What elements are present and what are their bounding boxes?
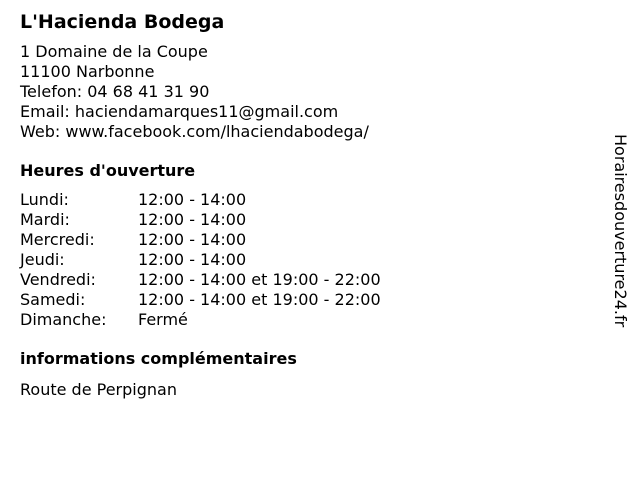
day-label: Samedi:: [20, 290, 86, 309]
email-text: Email: haciendamarques11@gmail.com: [20, 102, 339, 121]
time-value: 12:00 - 14:00 et 19:00 - 22:00: [138, 290, 381, 309]
hours-row-thursday: [20, 250, 600, 270]
time-value: 12:00 - 14:00: [138, 230, 247, 249]
time-value: 12:00 - 14:00: [138, 250, 247, 269]
phone-text: Telefon: 04 68 41 31 90: [20, 82, 210, 101]
hours-table: [20, 190, 600, 330]
hours-row-friday: [20, 270, 600, 290]
day-label: Mardi:: [20, 210, 70, 229]
day-label: Jeudi:: [20, 250, 65, 269]
contact-block: [20, 42, 600, 142]
info-text: Route de Perpignan: [20, 380, 177, 399]
time-value: 12:00 - 14:00: [138, 210, 247, 229]
info-heading: informations complémentaires: [20, 349, 297, 368]
hours-row-tuesday: [20, 210, 600, 230]
time-value: 12:00 - 14:00: [138, 190, 247, 209]
day-label: Mercredi:: [20, 230, 95, 249]
time-value: Fermé: [138, 310, 188, 329]
hours-heading: Heures d'ouverture: [20, 161, 196, 180]
address-street: 1 Domaine de la Coupe: [20, 42, 208, 61]
web-text: Web: www.facebook.com/lhaciendabodega/: [20, 122, 369, 141]
hours-row-sunday: [20, 310, 600, 330]
business-name: L'Hacienda Bodega: [20, 11, 225, 33]
time-value: 12:00 - 14:00 et 19:00 - 22:00: [138, 270, 381, 289]
hours-row-saturday: [20, 290, 600, 310]
hours-row-wednesday: [20, 230, 600, 250]
address-city: 11100 Narbonne: [20, 62, 155, 81]
brand-watermark-text: Horairesdouverture24.fr: [611, 134, 630, 328]
day-label: Vendredi:: [20, 270, 96, 289]
hours-row-monday: [20, 190, 600, 210]
day-label: Lundi:: [20, 190, 69, 209]
business-card: [20, 10, 600, 400]
day-label: Dimanche:: [20, 310, 107, 329]
